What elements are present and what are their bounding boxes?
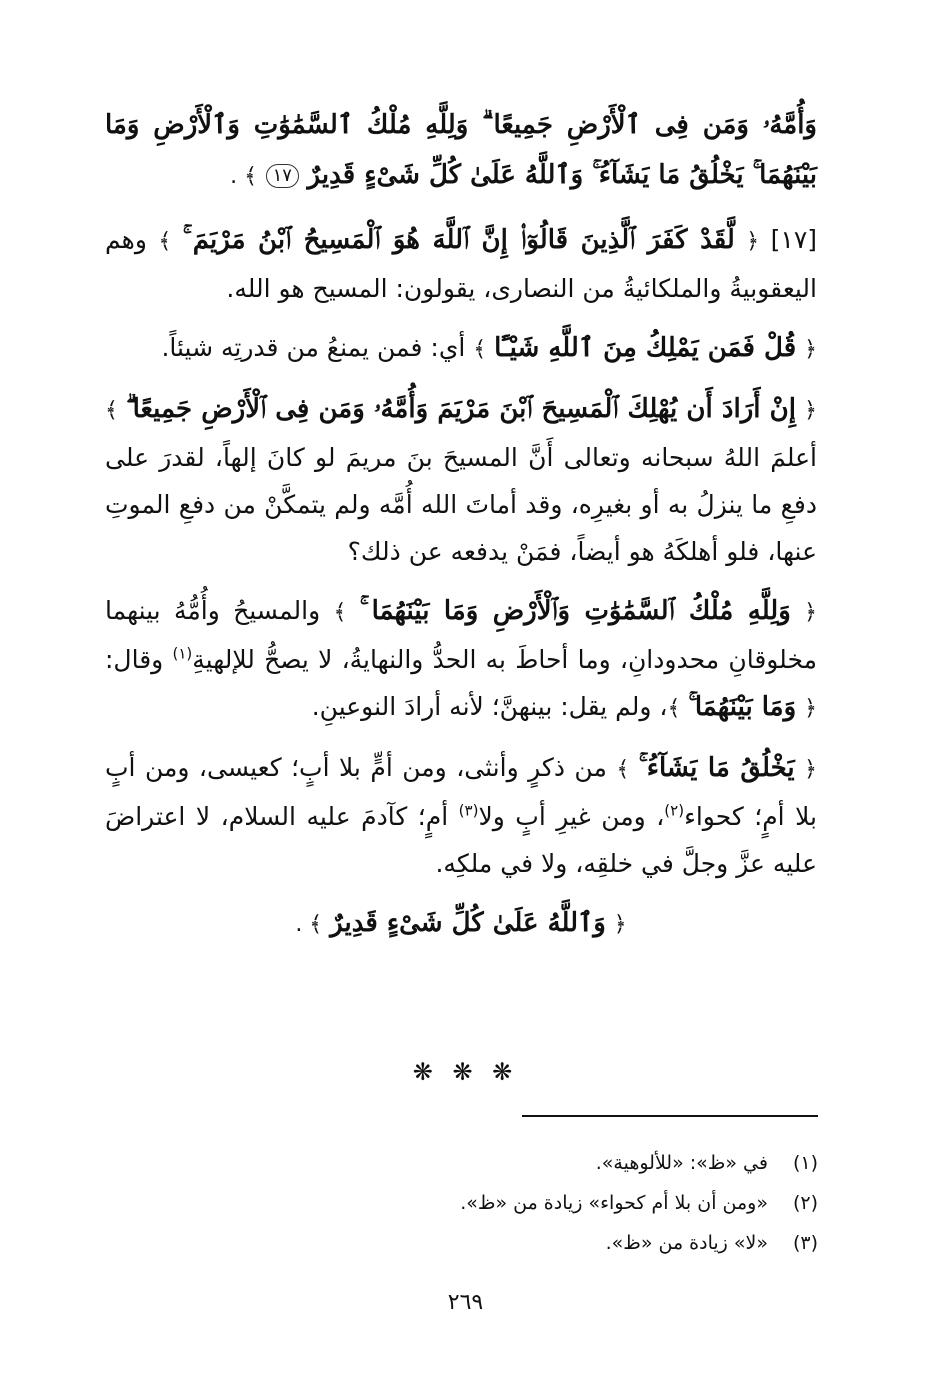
page-number: ٢٦٩ [447, 1290, 484, 1315]
paragraph-mulk [105, 587, 817, 732]
footnote-item [118, 1143, 818, 1183]
quote-close: ﴾ [616, 757, 630, 782]
commentary-text: ، ولم يقل: بينهنَّ؛ لأنه أرادَ النوعينِ. [311, 692, 668, 721]
quran-quote: وَلِلَّهِ مُلْكُ ٱلسَّمَٰوَٰتِ وَٱلْأَرْضِ وَمَا بَيْنَهُمَا ۚ [359, 596, 791, 626]
quran-quote: وَٱللَّهُ عَلَىٰ كُلِّ شَىْءٍ قَدِيرٌ [330, 908, 606, 938]
footnote-ref-3[interactable]: (٣) [458, 801, 479, 820]
paragraph-in-arada [105, 385, 817, 575]
quran-quote: يَخْلُقُ مَا يَشَآءُ ۚ [638, 753, 795, 783]
quote-open: ﴿ [804, 600, 818, 625]
quran-text: وَأُمَّهُۥ وَمَن فِى ٱلْأَرْضِ جَمِيعًا ۗ وَلِلَّهِ مُلْكُ ٱلسَّمَٰوَٰتِ وَٱلْأَرْضِ وَمَا بَيْنَهُمَا ۚ يَخْلُقُ مَا يَشَآءُ ۚ وَٱللَّهُ عَلَىٰ كُلِّ شَىْءٍ قَدِيرٌ [105, 110, 817, 190]
quote-open: ﴿ [804, 337, 817, 362]
verse-number: ١٧ [266, 164, 299, 188]
footnote-text: «لا» زيادة من «ظ». [605, 1232, 768, 1254]
footnote-item [118, 1223, 818, 1263]
footnote-text: «ومن أن بلا أم كحواء» زيادة من «ظ». [460, 1192, 768, 1214]
quote-close: ﴾ [158, 229, 172, 254]
quote-open: ﴿ [613, 912, 627, 937]
paragraph-qadir [105, 899, 817, 948]
footnote-ref-1[interactable]: (١) [172, 644, 193, 663]
paragraph-qul [105, 324, 817, 373]
footnote-divider [522, 1115, 818, 1117]
commentary-text: من ذكرٍ وأنثى، ومن أمٍّ بلا أبٍ؛ كعيسى، ومن أبٍ بلا أمٍ؛ كحواء [105, 753, 818, 831]
quote-close: ﴾ [473, 337, 487, 362]
quran-quote: إِنْ أَرَادَ أَن يُهْلِكَ ٱلْمَسِيحَ ٱبْنَ مَرْيَمَ وَأُمَّهُۥ وَمَن فِى ٱلْأَرْضِ جَمِيعًا ۗ [125, 394, 796, 424]
quote-close: ﴾ [333, 600, 347, 625]
verse-continuation [105, 100, 817, 202]
footnote-ref-2[interactable]: (٢) [664, 801, 685, 820]
footnote-text: في «ظ»: «للألوهية». [595, 1152, 768, 1174]
footnote-number: (٢) [792, 1192, 818, 1214]
footnote-item [118, 1183, 818, 1223]
commentary-text: أعلمَ اللهُ سبحانه وتعالى أَنَّ المسيحَ بنَ مريمَ لو كانَ إلهاً، لقدرَ على دفعِ ما ينزلُ به أو بغيرِه، وقد أماتَ الله أُمَّه ولم يتمكَّنْ من دفعِ الموتِ عنها، فلو أهلكَهُ هو أيضاً، فمَنْ يدفعه عن ذلك؟ [105, 443, 817, 566]
quote-close: ﴾ . [295, 912, 323, 937]
quran-quote: وَمَا بَيْنَهُمَا ۚ [688, 692, 797, 722]
verse-label: [١٧] [770, 225, 818, 254]
paragraph-yakhluq [105, 744, 817, 887]
quote-open: ﴿ [804, 757, 818, 782]
commentary-text: والمسيحُ وأُمُّهُ بينهما مخلوقانِ محدودانِ، وما أحاطَ به الحدُّ والنهايةُ، لا يصحُّ للإلهيةِ [105, 596, 817, 674]
quote-open: ﴿ [804, 696, 817, 721]
paragraph-verse-17 [105, 216, 817, 312]
commentary-text: أمٍ؛ كآدمَ عليه السلام، لا اعتراضَ عليه عزَّ وجلَّ في خلقِه، ولا في ملكِه. [105, 802, 817, 878]
section-separator: ❋ ❋ ❋ [412, 1058, 519, 1086]
quran-quote: قُلْ فَمَن يَمْلِكُ مِنَ ٱللَّهِ شَيْـًٔا [494, 333, 797, 363]
quote-close: ﴾ . [230, 164, 257, 189]
commentary-text: أي: فمن يمنعُ من قدرتِه شيئاً. [161, 333, 466, 362]
footnotes [118, 1143, 818, 1263]
quote-open: ﴿ [804, 398, 817, 423]
footnote-number: (١) [792, 1152, 818, 1174]
commentary-text: وهم اليعقوبيةُ والملكائيةُ من النصارى، يقولون: المسيح هو الله. [105, 225, 817, 303]
quran-quote: لَّقَدْ كَفَرَ ٱلَّذِينَ قَالُوٓا۟ إِنَّ ٱللَّهَ هُوَ ٱلْمَسِيحُ ٱبْنُ مَرْيَمَ ۚ [182, 225, 735, 255]
page-body [105, 100, 817, 960]
quote-close: ﴾ [667, 696, 681, 721]
footnote-number: (٣) [792, 1232, 818, 1254]
commentary-text: وقال: [105, 645, 164, 674]
quote-open: ﴿ [746, 229, 760, 254]
commentary-text: ، ومن غيرِ أبٍ ولا [478, 802, 665, 831]
quote-close: ﴾ [105, 398, 118, 423]
